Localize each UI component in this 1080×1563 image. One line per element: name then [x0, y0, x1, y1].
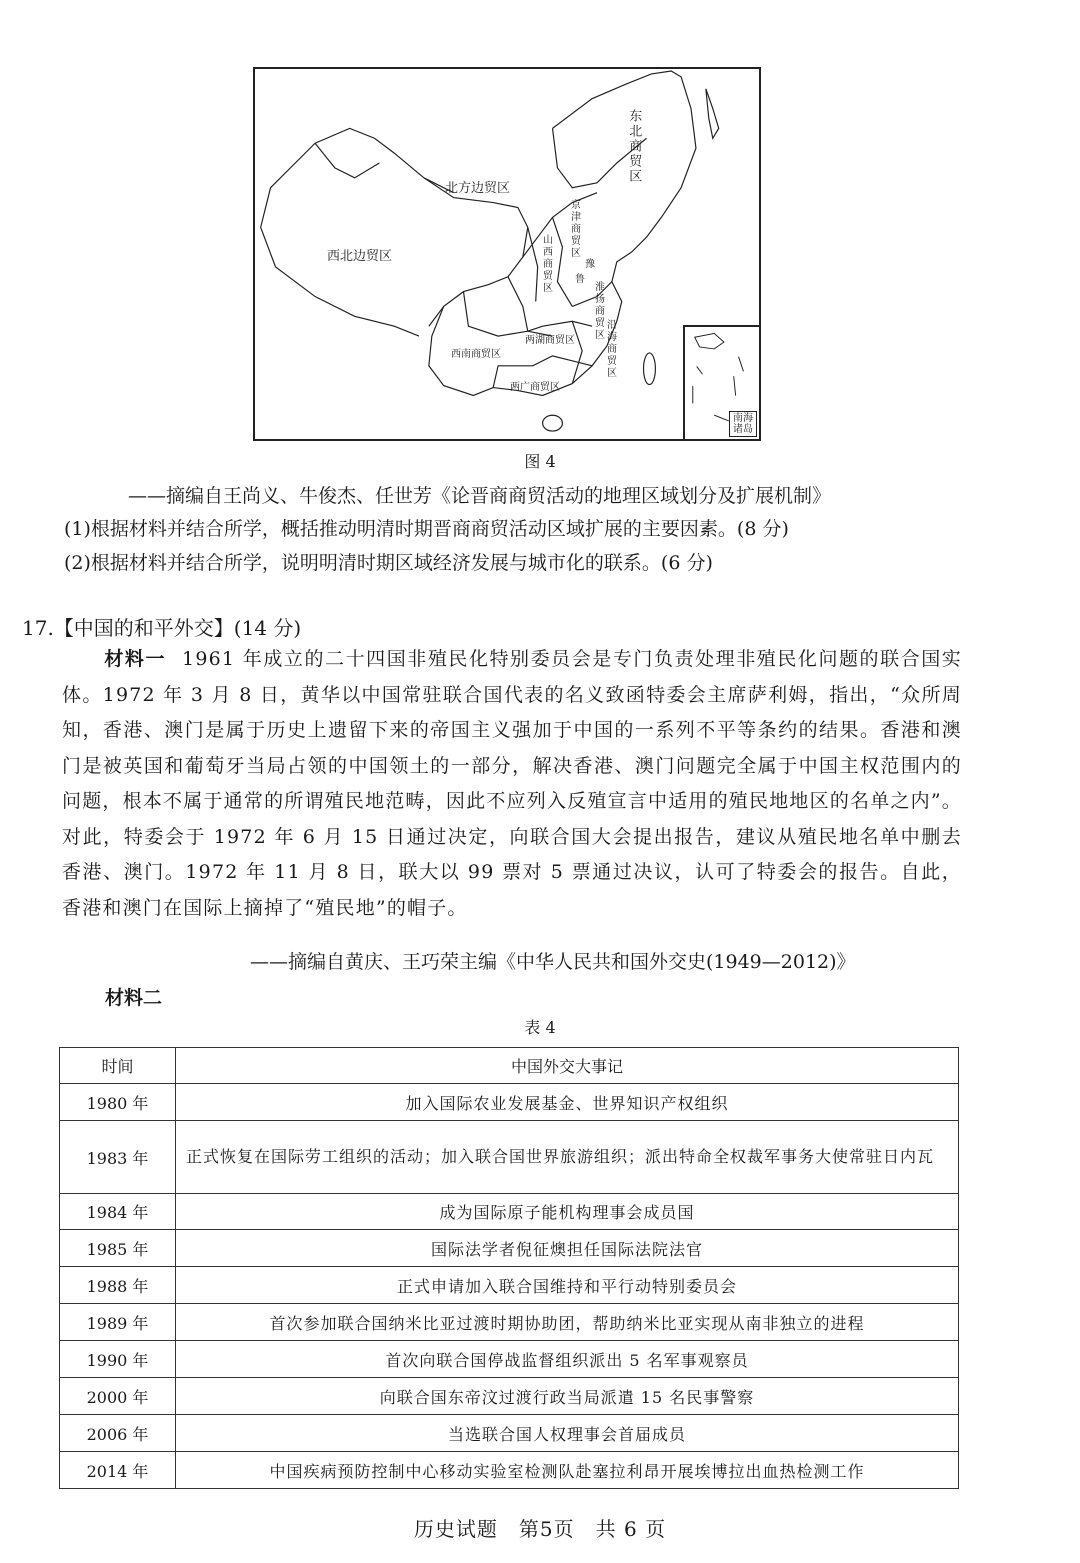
- row-event: 加入国际农业发展基金、世界知识产权组织: [176, 1084, 959, 1121]
- header-events: 中国外交大事记: [176, 1048, 959, 1084]
- region-huguang: 两湖商贸区: [525, 335, 575, 346]
- row-event: 中国疾病预防控制中心移动实验室检测队赴塞拉利昂开展埃博拉出血热检测工作: [176, 1452, 959, 1489]
- question-2: (2)根据材料并结合所学，说明明清时期区域经济发展与城市化的联系。(6 分): [64, 552, 713, 574]
- question-1: (1)根据材料并结合所学，概括推动明清时期晋商商贸活动区域扩展的主要因素。(8 分): [64, 518, 789, 540]
- row-year: 1988 年: [60, 1267, 176, 1304]
- row-event: 国际法学者倪征燠担任国际法院法官: [176, 1230, 959, 1267]
- region-coastal: 沿海商贸区: [604, 319, 616, 379]
- row-year: 2000 年: [60, 1378, 176, 1415]
- south-china-sea-inset: [683, 325, 759, 439]
- table-row: [60, 1452, 959, 1489]
- map-source: ——摘编自王尚义、牛俊杰、任世芳《论晋商商贸活动的地理区域划分及扩展机制》: [128, 485, 832, 507]
- region-liangguang: 两广商贸区: [510, 382, 560, 393]
- region-yu: 豫: [585, 259, 595, 270]
- table-row: [60, 1230, 959, 1267]
- header-time: 时间: [60, 1048, 176, 1084]
- material-2-label: 材料二: [105, 987, 163, 1009]
- material-1: [62, 642, 962, 926]
- row-event: 向联合国东帝汶过渡行政当局派遣 15 名民事警察: [176, 1378, 959, 1415]
- row-event: 首次向联合国停战监督组织派出 5 名军事观察员: [176, 1341, 959, 1378]
- table-row: [60, 1194, 959, 1230]
- region-northwest: 西北边贸区: [327, 249, 393, 264]
- region-southwest: 西南商贸区: [451, 349, 501, 360]
- row-year: 1989 年: [60, 1304, 176, 1341]
- material-1-label: 材料一: [104, 648, 167, 670]
- table-caption: 表 4: [524, 1018, 556, 1037]
- row-year: 1980 年: [60, 1084, 176, 1121]
- page-footer: 历史试题 第5页 共 6 页: [413, 1517, 667, 1541]
- table-row: [60, 1267, 959, 1304]
- table-header-row: [60, 1048, 959, 1084]
- region-huaiyang: 淮扬商贸区: [592, 281, 604, 341]
- table-row: [60, 1341, 959, 1378]
- row-event: 首次参加联合国纳米比亚过渡时期协助团，帮助纳米比亚实现从南非独立的进程: [176, 1304, 959, 1341]
- trade-region-map: [253, 67, 761, 441]
- table-row: [60, 1415, 959, 1452]
- diplomacy-events-table: [59, 1047, 959, 1489]
- material-1-source: ——摘编自黄庆、王巧荣主编《中华人民共和国外交史(1949—2012)》: [250, 951, 856, 973]
- row-year: 1984 年: [60, 1194, 176, 1230]
- row-event: 成为国际原子能机构理事会成员国: [176, 1194, 959, 1230]
- row-year: 2006 年: [60, 1415, 176, 1452]
- row-year: 1990 年: [60, 1341, 176, 1378]
- row-year: 2014 年: [60, 1452, 176, 1489]
- table-row: [60, 1304, 959, 1341]
- table-row: [60, 1121, 959, 1194]
- table-row: [60, 1084, 959, 1121]
- region-jingjin: 京津商贸区: [568, 199, 580, 259]
- table-row: [60, 1378, 959, 1415]
- row-event: 正式恢复在国际劳工组织的活动；加入联合国世界旅游组织；派出特命全权裁军事务大使常驻日内瓦: [176, 1121, 959, 1194]
- figure-caption: 图 4: [524, 452, 556, 471]
- region-shanxi: 山西商贸区: [540, 234, 552, 294]
- row-year: 1983 年: [60, 1121, 176, 1194]
- region-northeast: 东北商贸区: [626, 109, 642, 184]
- region-lu: 鲁: [575, 274, 585, 285]
- row-event: 当选联合国人权理事会首届成员: [176, 1415, 959, 1452]
- q17-title: 17.【中国的和平外交】(14 分): [22, 616, 302, 640]
- region-north: 北方边贸区: [445, 181, 511, 196]
- row-year: 1985 年: [60, 1230, 176, 1267]
- material-1-text: 1961 年成立的二十四国非殖民化特别委员会是专门负责处理非殖民化问题的联合国实体。1972 年 3 月 8 日，黄华以中国常驻联合国代表的名义致函特委会主席萨利姆，指出，“众所周知，香港、澳门是属于历史上遗留下来的帝国主义强加于中国的一系列不平等条约的结果。香港和澳门是被英国和葡萄牙当局占领的中国领土的一部分，解决香港、澳门问题完全属于中国主权范围内的问题，根本不属于通常的所谓殖民地范畴，因此不应列入反殖宣言中适用的殖民地地区的名单之内”。对此，特委会于 1972 年 6 月 15 日通过决定，向联合国大会提出报告，建议从殖民地名单中删去香港、澳门。1972 年 11 月 8 日，联大以 99 票对 5 票通过决议，认可了特委会的报告。自此，香港和澳门在国际上摘掉了“殖民地”的帽子。: [62, 648, 962, 919]
- row-event: 正式申请加入联合国维持和平行动特别委员会: [176, 1267, 959, 1304]
- inset-label: 南海诸岛: [729, 411, 757, 437]
